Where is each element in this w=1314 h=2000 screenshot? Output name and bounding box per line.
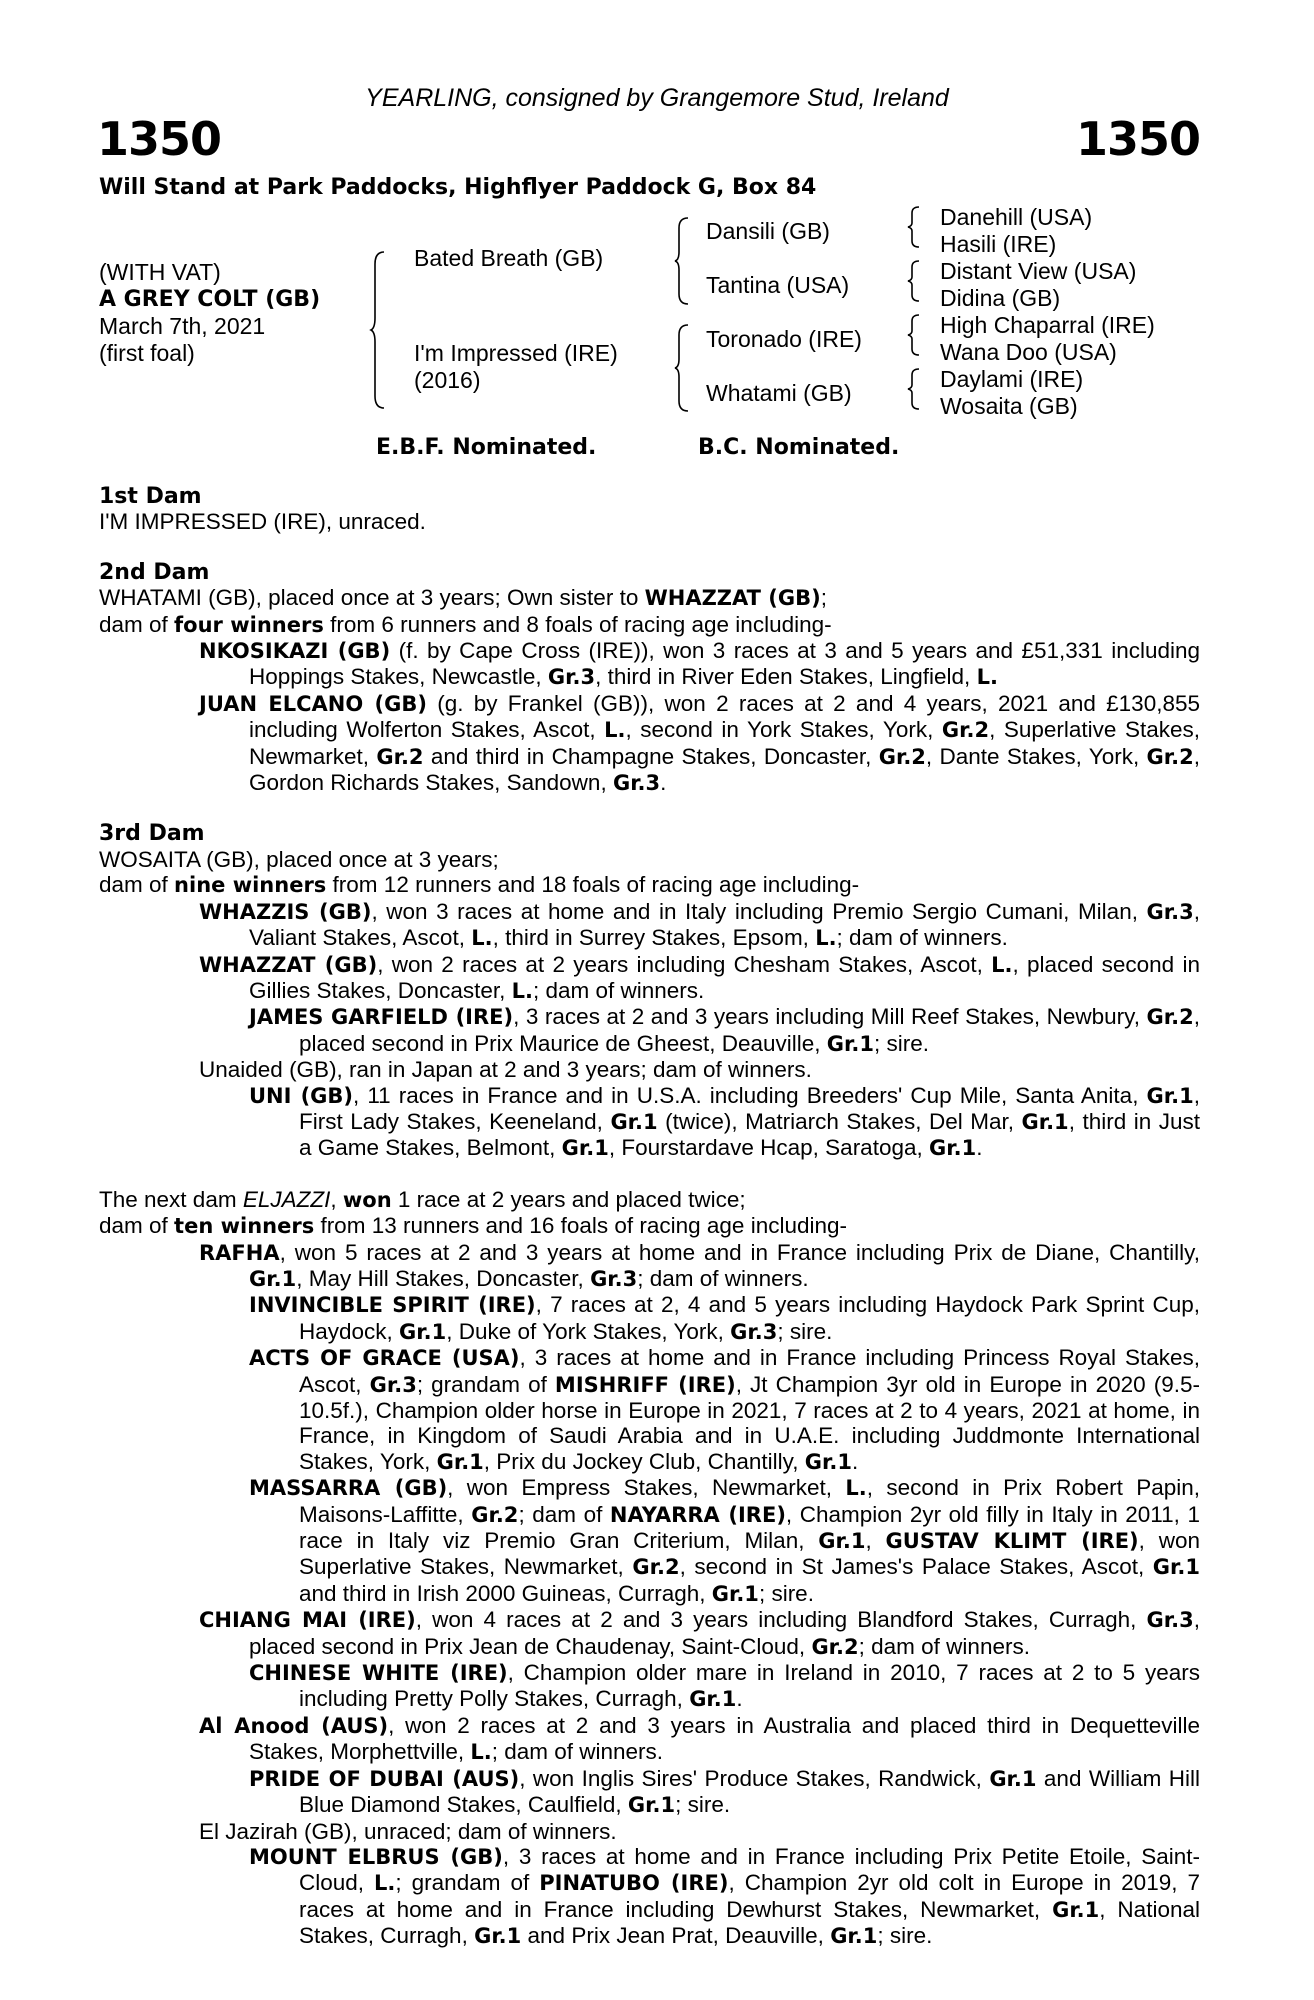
text-run: , — [865, 1528, 886, 1554]
text-run: from 13 runners and 16 foals of racing age including- — [314, 1213, 848, 1239]
sire-dam-name: Tantina (USA) — [706, 272, 850, 298]
text-run: and Prix Jean Prat, Deauville, — [521, 1923, 831, 1949]
text-run: , placed second in Prix Jean de Chaudenay, Saint-Cloud, — [249, 1607, 1200, 1659]
dam-sire-name: Toronado (IRE) — [706, 326, 862, 352]
italic-text: ELJAZZI — [242, 1186, 331, 1212]
next-dam-line2 — [99, 1213, 1200, 1239]
g3-ancestor: High Chaparral (IRE) — [940, 312, 1155, 338]
bold-text: Gr.3 — [369, 1372, 417, 1397]
bold-text: Gr.1 — [627, 1793, 676, 1818]
lot-number-left: 1350 — [97, 112, 222, 166]
text-run: ; dam of winners. — [491, 1739, 664, 1765]
text-run: 1 race at 2 years and placed twice; — [391, 1186, 746, 1212]
third-dam-heading: 3rd Dam — [99, 821, 205, 847]
bold-text: Gr.3 — [590, 1266, 638, 1291]
text-run: , placed second in Gillies Stakes, Doncaster, — [249, 951, 1200, 1003]
bold-text: GUSTAV KLIMT (IRE) — [885, 1529, 1139, 1554]
text-run: , won Empress Stakes, Newmarket, — [447, 1475, 846, 1501]
produce-entry — [99, 1844, 1200, 1950]
text-run: ; sire. — [877, 1923, 933, 1949]
text-run: , won 2 races at 2 and 3 years in Australia and placed third in Dequetteville Stakes, Morphettville, — [249, 1712, 1201, 1765]
bold-text: Al Anood (AUS) — [199, 1713, 389, 1738]
second-dam-produce — [99, 638, 1200, 796]
bold-text: Gr.1 — [1021, 1109, 1069, 1134]
text-run: , second in York Stakes, York, — [625, 717, 942, 743]
next-dam-produce — [99, 1240, 1200, 1950]
bold-text: Gr.3 — [547, 665, 596, 690]
text-run: ; dam of winners. — [858, 1633, 1030, 1659]
bold-text: INVINCIBLE SPIRIT (IRE) — [249, 1293, 536, 1318]
bold-text: ACTS OF GRACE (USA) — [249, 1346, 520, 1371]
bold-text: ten winners — [174, 1214, 315, 1239]
bold-text: Gr.1 — [1146, 1083, 1194, 1108]
text-run: ; grandam of — [416, 1371, 555, 1397]
text-run: ; dam of winners. — [532, 977, 705, 1003]
bold-text: RAFHA — [199, 1240, 280, 1265]
produce-entry — [99, 1819, 1200, 1844]
bold-text: Gr.1 — [826, 1031, 874, 1056]
text-run: , 11 races in France and in U.S.A. including Breeders' Cup Mile, Santa Anita, — [353, 1082, 1147, 1108]
produce-entry — [99, 1057, 1200, 1082]
text-run: ; sire. — [758, 1580, 814, 1606]
produce-entry — [99, 1607, 1200, 1660]
text-run: , Valiant Stakes, Ascot, — [249, 898, 1200, 951]
produce-record — [99, 484, 1200, 1950]
bold-text: CHINESE WHITE (IRE) — [249, 1661, 508, 1686]
bold-text: Gr.3 — [730, 1319, 778, 1344]
bold-text: MOUNT ELBRUS (GB) — [249, 1844, 503, 1869]
bold-text: Gr.1 — [249, 1266, 297, 1291]
text-run: , 3 races at home and in France including Princess Royal Stakes, Ascot, — [299, 1345, 1200, 1397]
produce-entry — [99, 1292, 1200, 1345]
consignment-line: YEARLING, consigned by Grangemore Stud, Ireland — [365, 84, 949, 112]
bc-nomination: B.C. Nominated. — [698, 435, 900, 460]
text-run: (g. by Frankel (GB)), won 2 races at 2 and 4 years, 2021 and £130,855 including Wolferton Stakes, Ascot, — [249, 690, 1200, 743]
pedigree-bracket-main — [370, 250, 390, 410]
first-dam-heading: 1st Dam — [99, 484, 202, 509]
text-run: , Prix du Jockey Club, Chantilly, — [483, 1448, 805, 1474]
first-dam-text: I'M IMPRESSED (IRE), unraced. — [99, 509, 426, 535]
g3-ancestor: Danehill (USA) — [940, 204, 1093, 230]
text-run: (f. by Cape Cross (IRE)), won 3 races at 3 and 5 years and £51,331 including Hoppings Stakes, Newcastle, — [249, 638, 1201, 690]
bold-text: Gr.3 — [1146, 899, 1194, 924]
produce-entry — [99, 952, 1200, 1005]
dam-name: I'm Impressed (IRE) — [414, 340, 618, 366]
text-run: , Champion older mare in Ireland in 2010, 7 races at 2 to 5 years including Pretty Polly Stakes, Curragh, — [299, 1660, 1201, 1712]
bold-text: Gr.1 — [474, 1924, 522, 1949]
text-run: , Fourstardave Hcap, Saratoga, — [608, 1135, 929, 1161]
bold-text: PRIDE OF DUBAI (AUS) — [249, 1766, 520, 1791]
dam-year: (2016) — [414, 367, 481, 393]
text-run: , won 4 races at 2 and 3 years including Blandford Stakes, Curragh, — [415, 1607, 1147, 1633]
text-run: , third in Surrey Stakes, Epsom, — [492, 925, 816, 951]
text-run: ; dam of — [518, 1501, 610, 1527]
bold-text: Gr.2 — [632, 1555, 680, 1580]
bold-text: PINATUBO (IRE) — [539, 1871, 729, 1896]
text-run: , third in River Eden Stakes, Lingfield, — [595, 664, 977, 690]
vat-status: (WITH VAT) — [99, 259, 221, 285]
dam-dam-name: Whatami (GB) — [706, 380, 852, 406]
produce-entry — [99, 1713, 1200, 1766]
text-run: , Duke of York Stakes, York, — [446, 1318, 731, 1344]
second-dam-line1: WHATAMI (GB), placed once at 3 years; Own sister to WHAZZAT (GB); — [99, 585, 828, 611]
text-run: , won 2 races at 2 years including Chesham Stakes, Ascot, — [377, 951, 992, 977]
text-run: ; dam of winners. — [836, 925, 1008, 951]
bold-text: L. — [976, 665, 998, 690]
text-run: , second in Prix Robert Papin, Maisons-Laffitte, — [299, 1475, 1200, 1527]
bold-text: Gr.1 — [818, 1529, 866, 1554]
bold-text: MASSARRA (GB) — [249, 1476, 448, 1501]
third-dam-produce — [99, 899, 1200, 1162]
bold-text: WHAZZAT (GB) — [199, 952, 378, 977]
text-run: and third in Irish 2000 Guineas, Curragh, — [299, 1580, 712, 1606]
text-run: El Jazirah (GB), unraced; dam of winners. — [199, 1818, 617, 1844]
produce-entry — [99, 691, 1200, 797]
text-run: , May Hill Stakes, Doncaster, — [296, 1265, 591, 1291]
text-run: The next dam — [99, 1186, 243, 1212]
text-run: , — [330, 1186, 343, 1212]
third-dam-line1: WOSAITA (GB), placed once at 3 years; — [99, 846, 499, 872]
bold-text: NKOSIKAZI (GB) — [199, 639, 391, 664]
bold-text: Gr.2 — [471, 1502, 519, 1527]
horse-name: A GREY COLT (GB) — [99, 287, 321, 312]
text-run: dam of — [99, 1213, 175, 1239]
text-run: , 3 races at 2 and 3 years including Mill Reef Stakes, Newbury, — [513, 1004, 1147, 1030]
bold-text: L. — [815, 926, 837, 951]
text-run: (twice), Matriarch Stakes, Del Mar, — [657, 1108, 1022, 1134]
produce-entry — [99, 1004, 1200, 1057]
g3-ancestor: Didina (GB) — [940, 285, 1061, 311]
bold-text: Gr.1 — [610, 1109, 658, 1134]
bold-text: CHIANG MAI (IRE) — [199, 1608, 416, 1633]
bold-text: MISHRIFF (IRE) — [554, 1372, 736, 1397]
text-run: , 7 races at 2, 4 and 5 years including Haydock Park Sprint Cup, Haydock, — [299, 1292, 1200, 1344]
bold-text: L. — [374, 1871, 396, 1896]
produce-entry — [99, 899, 1200, 952]
foal-note: (first foal) — [99, 340, 195, 366]
text-run: , won Inglis Sires' Produce Stakes, Randwick, — [519, 1765, 990, 1791]
g3-ancestor: Daylami (IRE) — [940, 366, 1084, 392]
sire-name: Bated Breath (GB) — [414, 245, 604, 271]
text-run: and William Hill Blue Diamond Stakes, Caulfield, — [299, 1765, 1200, 1818]
text-run: , National Stakes, Curragh, — [299, 1896, 1200, 1949]
pedigree-bracket-g2 — [907, 259, 923, 303]
sire-sire-name: Dansili (GB) — [706, 218, 830, 244]
text-run: , Champion 2yr old colt in Europe in 2019, 7 races at home and in France including Dewhurst Stakes, Newmarket, — [299, 1870, 1200, 1922]
pedigree-bracket-g4 — [907, 367, 923, 411]
bold-text: Gr.2 — [811, 1634, 859, 1659]
text-run: ; sire. — [873, 1030, 929, 1056]
pedigree-bracket-g1 — [907, 205, 923, 249]
bold-text: Gr.1 — [1152, 1555, 1200, 1580]
bold-text: Gr.1 — [929, 1136, 977, 1161]
text-run: , placed second in Prix Maurice de Gheest, Deauville, — [299, 1004, 1200, 1056]
g3-ancestor: Wana Doo (USA) — [940, 339, 1117, 365]
text-run: , 3 races at home and in France including Prix Petite Etoile, Saint-Cloud, — [299, 1843, 1201, 1896]
bold-text: Gr.2 — [941, 718, 990, 743]
produce-entry — [99, 1240, 1200, 1293]
next-dam-line1 — [99, 1187, 1200, 1213]
stand-location: Will Stand at Park Paddocks, Highflyer Paddock G, Box 84 — [99, 175, 817, 200]
bold-text: Gr.2 — [1146, 1005, 1194, 1030]
bold-text: Gr.1 — [561, 1136, 609, 1161]
bold-text: Gr.1 — [1052, 1897, 1100, 1922]
second-dam-heading: 2nd Dam — [99, 559, 210, 585]
bold-text: Gr.3 — [1146, 1608, 1194, 1633]
produce-entry — [99, 1345, 1200, 1475]
produce-entry — [99, 638, 1200, 691]
text-run: . — [736, 1686, 743, 1712]
bold-text: L. — [604, 718, 626, 743]
text-run: . — [976, 1135, 983, 1161]
second-dam-line2: dam of four winners from 6 runners and 8 foals of racing age including- — [99, 611, 832, 637]
text-run: , second in St James's Palace Stakes, Ascot, — [679, 1554, 1153, 1580]
pedigree-bracket-g3 — [907, 313, 923, 357]
text-run: , Dante Stakes, York, — [925, 743, 1147, 769]
bold-text: Gr.2 — [376, 744, 424, 769]
bold-text: Gr.1 — [804, 1449, 852, 1474]
text-run: ; sire. — [777, 1318, 833, 1344]
text-run: , Champion 2yr old filly in Italy in 2011, 1 race in Italy viz Premio Gran Criterium, Milan, — [299, 1501, 1200, 1554]
text-run: and third in Champagne Stakes, Doncaster, — [423, 743, 879, 769]
bold-text: JAMES GARFIELD (IRE) — [249, 1005, 514, 1030]
bold-text: Gr.2 — [878, 744, 926, 769]
produce-entry — [99, 1766, 1200, 1819]
bold-text: Gr.1 — [989, 1766, 1037, 1791]
bold-text: NAYARRA (IRE) — [609, 1502, 786, 1527]
text-run: , won 5 races at 2 and 3 years at home and in France including Prix de Diane, Chantilly, — [279, 1239, 1200, 1265]
bold-text: L. — [845, 1476, 867, 1501]
third-dam-line2: dam of nine winners from 12 runners and 18 foals of racing age including- — [99, 872, 860, 898]
text-run: ; sire. — [675, 1792, 731, 1818]
bold-text: L. — [991, 952, 1013, 977]
g3-ancestor: Distant View (USA) — [940, 258, 1137, 284]
produce-entry — [99, 1660, 1200, 1713]
ebf-nomination: E.B.F. Nominated. — [376, 435, 597, 460]
produce-entry — [99, 1475, 1200, 1607]
text-run: , third in Just a Game Stakes, Belmont, — [299, 1108, 1200, 1161]
text-run: , won Superlative Stakes, Newmarket, — [299, 1528, 1200, 1580]
bold-text: Gr.2 — [1146, 744, 1194, 769]
bold-text: JUAN ELCANO (GB) — [199, 691, 427, 716]
text-run: . — [851, 1448, 859, 1474]
g3-ancestor: Hasili (IRE) — [940, 231, 1057, 257]
lot-number-right: 1350 — [1075, 112, 1200, 166]
produce-entry — [99, 1083, 1200, 1162]
pedigree-bracket-dam — [674, 323, 694, 413]
text-run: . — [660, 770, 667, 796]
text-run: , Superlative Stakes, Newmarket, — [249, 717, 1200, 769]
bold-text: Gr.1 — [830, 1924, 878, 1949]
text-run: ; grandam of — [395, 1870, 540, 1896]
bold-text: L. — [471, 926, 493, 951]
bold-text: L. — [470, 1740, 492, 1765]
text-run: , First Lady Stakes, Keeneland, — [299, 1082, 1200, 1134]
bold-text: Gr.3 — [612, 771, 661, 796]
g3-ancestor: Wosaita (GB) — [940, 393, 1078, 419]
bold-text: Gr.1 — [436, 1449, 484, 1474]
text-run: , Gordon Richards Stakes, Sandown, — [249, 743, 1200, 796]
bold-text: Gr.1 — [711, 1581, 759, 1606]
bold-text: L. — [511, 978, 533, 1003]
bold-text: UNI (GB) — [249, 1083, 354, 1108]
foaling-date: March 7th, 2021 — [99, 313, 266, 339]
bold-text: Gr.1 — [689, 1687, 737, 1712]
bold-text: WHAZZIS (GB) — [199, 899, 372, 924]
text-run: Unaided (GB), ran in Japan at 2 and 3 years; dam of winners. — [199, 1057, 812, 1083]
text-run: , Jt Champion 3yr old in Europe in 2020 (9.5-10.5f.), Champion older horse in Europe in 2021, 7 races at 2 to 4 years, 2021 at home, in France, in Kingdom of Saudi Arabia and in U.A.E. including Juddmonte International Stakes, York, — [299, 1371, 1200, 1474]
text-run: ; dam of winners. — [637, 1265, 809, 1291]
bold-text: Gr.1 — [399, 1319, 447, 1344]
bold-text: won — [342, 1187, 392, 1212]
text-run: , won 3 races at home and in Italy including Premio Sergio Cumani, Milan, — [371, 898, 1147, 924]
pedigree-bracket-sire — [674, 216, 694, 306]
